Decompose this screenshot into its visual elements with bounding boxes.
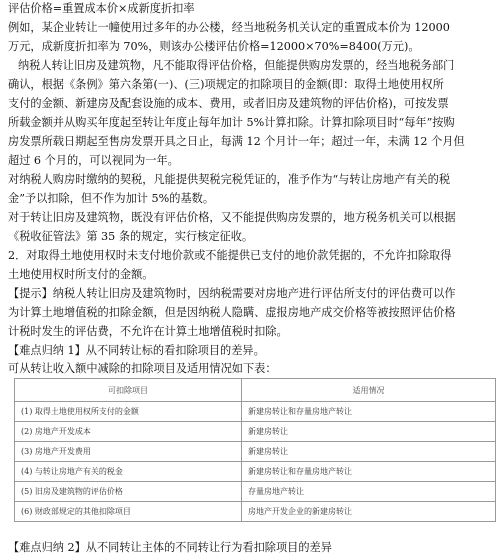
table-cell: (1) 取得土地使用权所支付的金额 bbox=[15, 402, 242, 422]
table-header-row bbox=[15, 379, 496, 402]
table-cell: (5) 旧房及建筑物的评估价格 bbox=[15, 482, 242, 502]
deduction-table bbox=[14, 378, 496, 522]
text-line: 土地使用权时所支付的金额。 bbox=[8, 268, 154, 281]
table-cell: 新建房转让和存量房地产转让 bbox=[242, 402, 496, 422]
text-line: 《税收征管法》第 35 条的规定，实行核定征收。 bbox=[8, 230, 254, 243]
text-line: 2．对取得土地使用权时未支付地价款或不能提供已支付的地价款凭据的，不允许扣除取得 bbox=[8, 249, 452, 262]
text-line: 支付的金额、新建房及配套设施的成本、费用，或者旧房及建筑物的评估价格)，可按发票 bbox=[8, 97, 449, 110]
text-line: 所载金额并从购买年度起至转让年度止每年加计 5%计算扣除。计算扣除项目时“每年”按购 bbox=[8, 116, 455, 129]
text-line: 房发票所载日期起至售房发票开具之日止，每满 12 个月计一年；超过一年，未满 12 个月但 bbox=[8, 135, 465, 148]
text-line: 万元，成新度折扣率为 70%，则该办公楼评估价格=12000×70%=8400(万元)。 bbox=[8, 40, 420, 53]
section-heading: 【难点归纳 1】从不同转让标的看扣除项目的差异。 bbox=[8, 344, 265, 357]
table-row bbox=[15, 422, 496, 442]
table-row bbox=[15, 442, 496, 462]
text-line: 对于转让旧房及建筑物，既没有评估价格，又不能提供购房发票的，地方税务机关可以根据 bbox=[8, 211, 456, 224]
table-cell: (6) 财政部规定的其他扣除项目 bbox=[15, 502, 242, 522]
table-cell: 新建房转让 bbox=[242, 422, 496, 442]
table-row bbox=[15, 502, 496, 522]
table-cell: 房地产开发企业的新建房转让 bbox=[242, 502, 496, 522]
text-line: 计税时发生的评估费，不允许在计算土地增值税时扣除。 bbox=[8, 325, 288, 338]
text-line: 确认，根据《条例》第六条第(一)、(三)项规定的扣除项目的金额(即：取得土地使用权所 bbox=[8, 78, 444, 91]
table-cell: (4) 与转让房地产有关的税金 bbox=[15, 462, 242, 482]
text-line: 超过 6 个月的，可以视同为一年。 bbox=[8, 154, 179, 167]
text-line: 对纳税人购房时缴纳的契税，凡能提供契税完税凭证的，准予作为“与转让房地产有关的税 bbox=[8, 173, 451, 186]
table-cell: (2) 房地产开发成本 bbox=[15, 422, 242, 442]
table-row bbox=[15, 482, 496, 502]
tip-line: 【提示】纳税人转让旧房及建筑物时，因纳税需要对房地产进行评估所支付的评估费可以作 bbox=[8, 287, 456, 300]
text-line: 可从转让收入额中减除的扣除项目及适用情况如下表： bbox=[8, 362, 277, 375]
table-cell: 新建房转让 bbox=[242, 442, 496, 462]
text-line: 金”予以扣除，但不作为加计 5%的基数。 bbox=[8, 192, 215, 205]
table-row bbox=[15, 402, 496, 422]
text-line: 为计算土地增值税的扣除金额，但是因纳税人隐瞒、虚报房地产成交价格等被按照评估价格 bbox=[8, 306, 456, 319]
text-line: 例如，某企业转让一幢使用过多年的办公楼，经当地税务机关认定的重置成本价为 12000 bbox=[8, 21, 450, 34]
table-header-cell: 可扣除项目 bbox=[15, 379, 242, 402]
table-header-cell: 适用情况 bbox=[242, 379, 496, 402]
table-row bbox=[15, 462, 496, 482]
table-cell: 新建房转让和存量房地产转让 bbox=[242, 462, 496, 482]
text-line: 评估价格=重置成本价×成新度折扣率 bbox=[8, 2, 195, 15]
table-cell: 存量房地产转让 bbox=[242, 482, 496, 502]
section-heading-footer: 【难点归纳 2】从不同转让主体的不同转让行为看扣除项目的差异 bbox=[8, 541, 332, 554]
text-line: 纳税人转让旧房及建筑物，凡不能取得评估价格，但能提供购房发票的，经当地税务部门 bbox=[18, 59, 455, 72]
table-cell: (3) 房地产开发费用 bbox=[15, 442, 242, 462]
